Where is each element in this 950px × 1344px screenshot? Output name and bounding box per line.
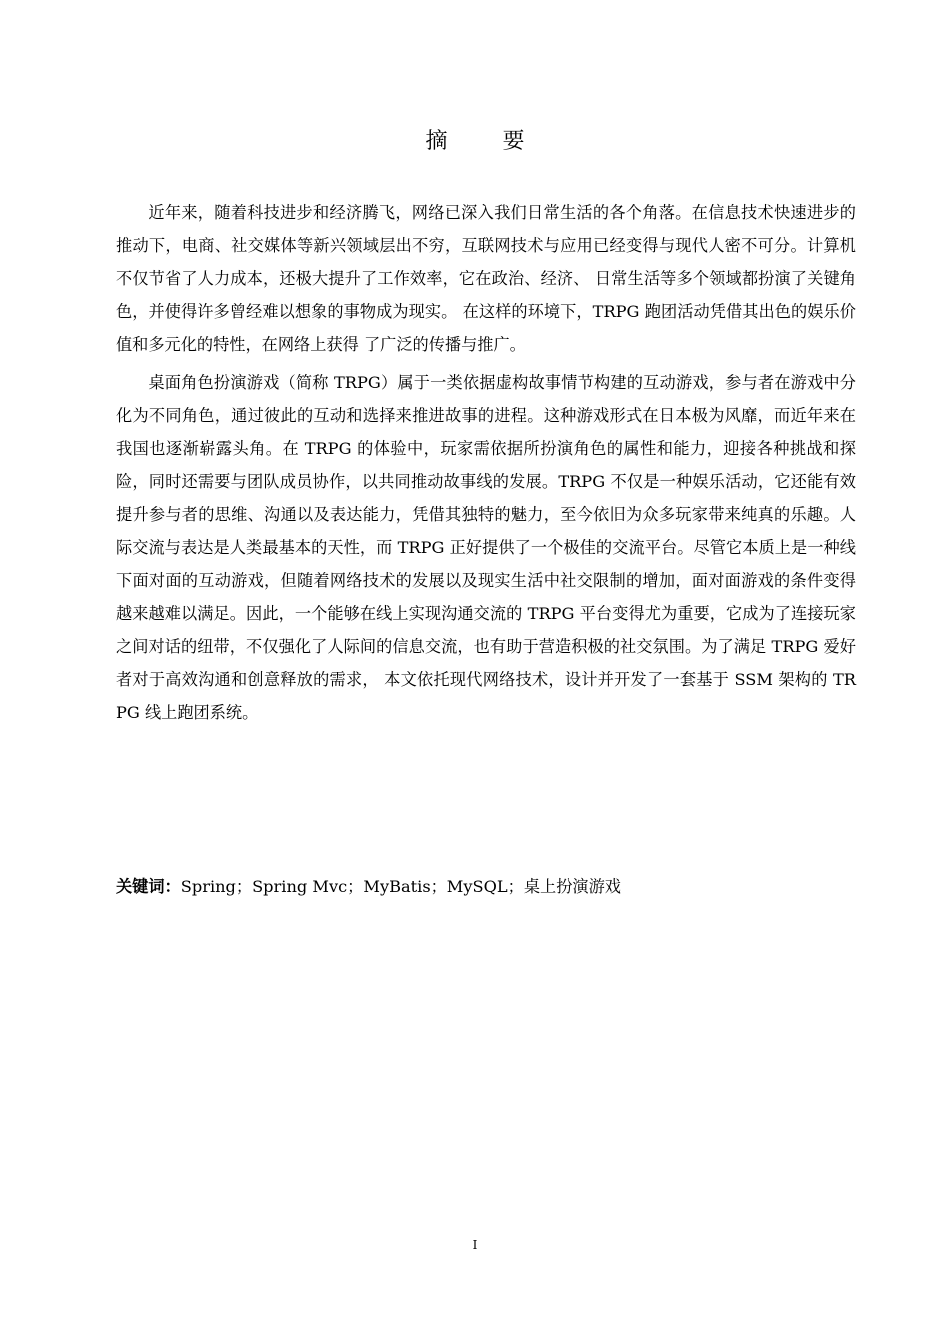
abstract-paragraph-1: 近年来，随着科技进步和经济腾飞，网络已深入我们日常生活的各个角落。在信息技术快速进步的推动下，电商、社交媒体等新兴领域层出不穷，互联网技术与应用已经变得与现代人密不可分。计算机不仅节省了人力成本，还极大提升了工作效率，它在政治、经济、 日常生活等多个领域都扮演了关键角色，并使得许多曾经难以想象的事物成为现实。 在这样的环境下，TRPG 跑团活动凭借其出色的娱乐价值和多元化的特性，在网络上获得 了广泛的传播与推广。 (116, 203, 856, 354)
abstract-body (116, 196, 856, 734)
abstract-title: 摘 要 (425, 129, 549, 154)
page-number: I (472, 1238, 478, 1252)
keywords-value: Spring；Spring Mvc；MyBatis；MySQL；桌上扮演游戏 (180, 877, 621, 896)
keywords-line (116, 872, 856, 902)
keywords-label: 关键词： (116, 877, 181, 896)
abstract-paragraph-2: 桌面角色扮演游戏（简称 TRPG）属于一类依据虚构故事情节构建的互动游戏，参与者在游戏中分化为不同角色，通过彼此的互动和选择来推进故事的进程。这种游戏形式在日本极为风靡，而近年来在我国也逐渐崭露头角。在 TRPG 的体验中，玩家需依据所扮演角色的属性和能力，迎接各种挑战和探险，同时还需要与团队成员协作，以共同推动故事线的发展。TRPG 不仅是一种娱乐活动，它还能有效提升参与者的思维、沟通以及表达能力，凭借其独特的魅力，至今依旧为众多玩家带来纯真的乐趣。人际交流与表达是人类最基本的天性，而 TRPG 正好提供了一个极佳的交流平台。尽管它本质上是一种线下面对面的互动游戏，但随着网络技术的发展以及现实生活中社交限制的增加，面对面游戏的条件变得越来越难以满足。因此，一个能够在线上实现沟通交流的 TRPG 平台变得尤为重要，它成为了连接玩家之间对话的纽带，不仅强化了人际间的信息交流，也有助于营造积极的社交氛围。为了满足 TRPG 爱好者对于高效沟通和创意释放的需求， 本文依托现代网络技术，设计并开发了一套基于 SSM 架构的 TRPG 线上跑团系统。 (116, 373, 856, 722)
